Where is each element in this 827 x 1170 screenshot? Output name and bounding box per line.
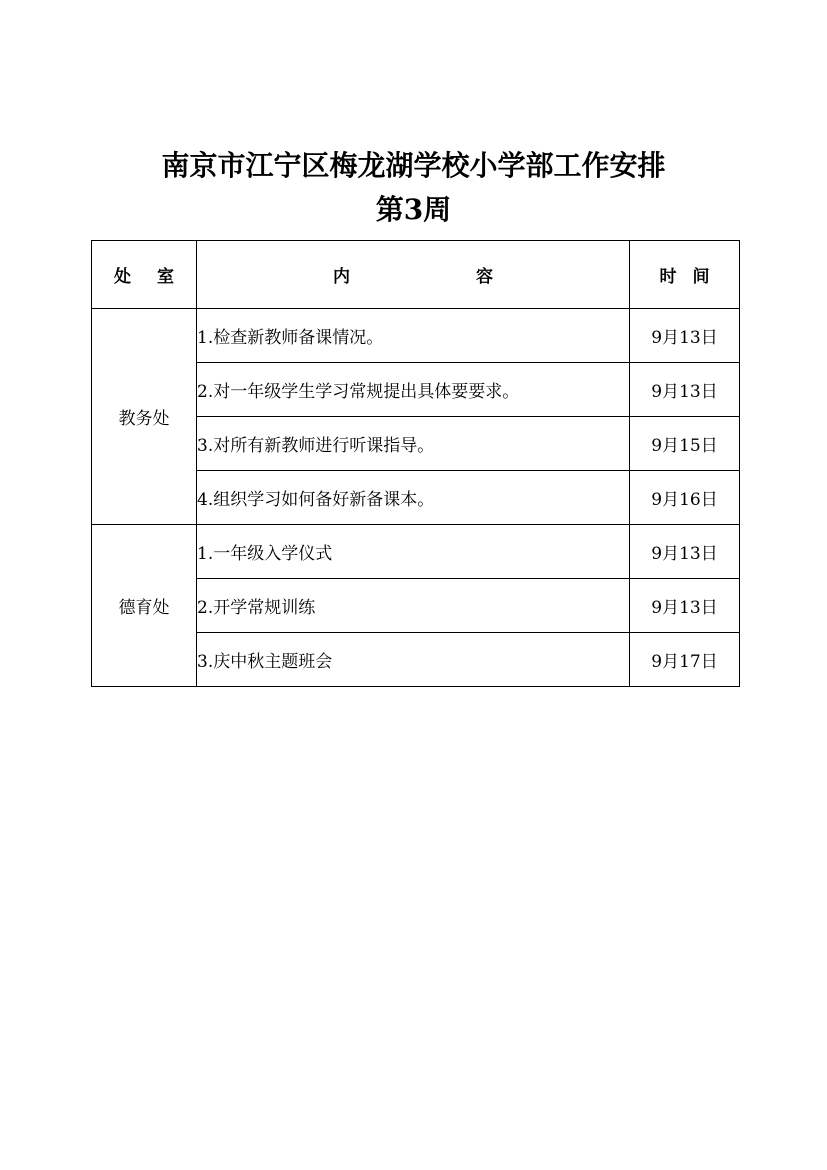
header-time bbox=[630, 241, 740, 309]
content-cell: 1.一年级入学仪式 bbox=[197, 525, 630, 579]
time-cell: 9月13日 bbox=[630, 525, 740, 579]
header-content-char-2: 容 bbox=[476, 267, 493, 287]
time-cell: 9月16日 bbox=[630, 471, 740, 525]
table-row bbox=[92, 309, 740, 363]
department-cell: 教务处 bbox=[92, 309, 197, 525]
header-content bbox=[197, 241, 630, 309]
table-row bbox=[92, 525, 740, 579]
content-cell: 3.庆中秋主题班会 bbox=[197, 633, 630, 687]
time-cell: 9月13日 bbox=[630, 363, 740, 417]
header-department bbox=[92, 241, 197, 309]
department-cell: 德育处 bbox=[92, 525, 197, 687]
content-cell: 4.组织学习如何备好新备课本。 bbox=[197, 471, 630, 525]
time-cell: 9月13日 bbox=[630, 579, 740, 633]
content-cell: 3.对所有新教师进行听课指导。 bbox=[197, 417, 630, 471]
time-cell: 9月13日 bbox=[630, 309, 740, 363]
week-label: 第3周 bbox=[375, 193, 452, 226]
schedule-table bbox=[91, 240, 740, 687]
header-department-char-2: 室 bbox=[157, 267, 174, 287]
content-cell: 1.检查新教师备课情况。 bbox=[197, 309, 630, 363]
header-content-char-1: 内 bbox=[333, 267, 350, 287]
time-cell: 9月17日 bbox=[630, 633, 740, 687]
document-title: 南京市江宁区梅龙湖学校小学部工作安排 bbox=[161, 149, 666, 182]
header-row bbox=[92, 241, 740, 309]
content-cell: 2.对一年级学生学习常规提出具体要要求。 bbox=[197, 363, 630, 417]
time-cell: 9月15日 bbox=[630, 417, 740, 471]
header-department-char-1: 处 bbox=[114, 267, 131, 287]
content-cell: 2.开学常规训练 bbox=[197, 579, 630, 633]
header-time-char-2: 间 bbox=[692, 267, 710, 287]
header-time-char-1: 时 bbox=[659, 267, 677, 287]
